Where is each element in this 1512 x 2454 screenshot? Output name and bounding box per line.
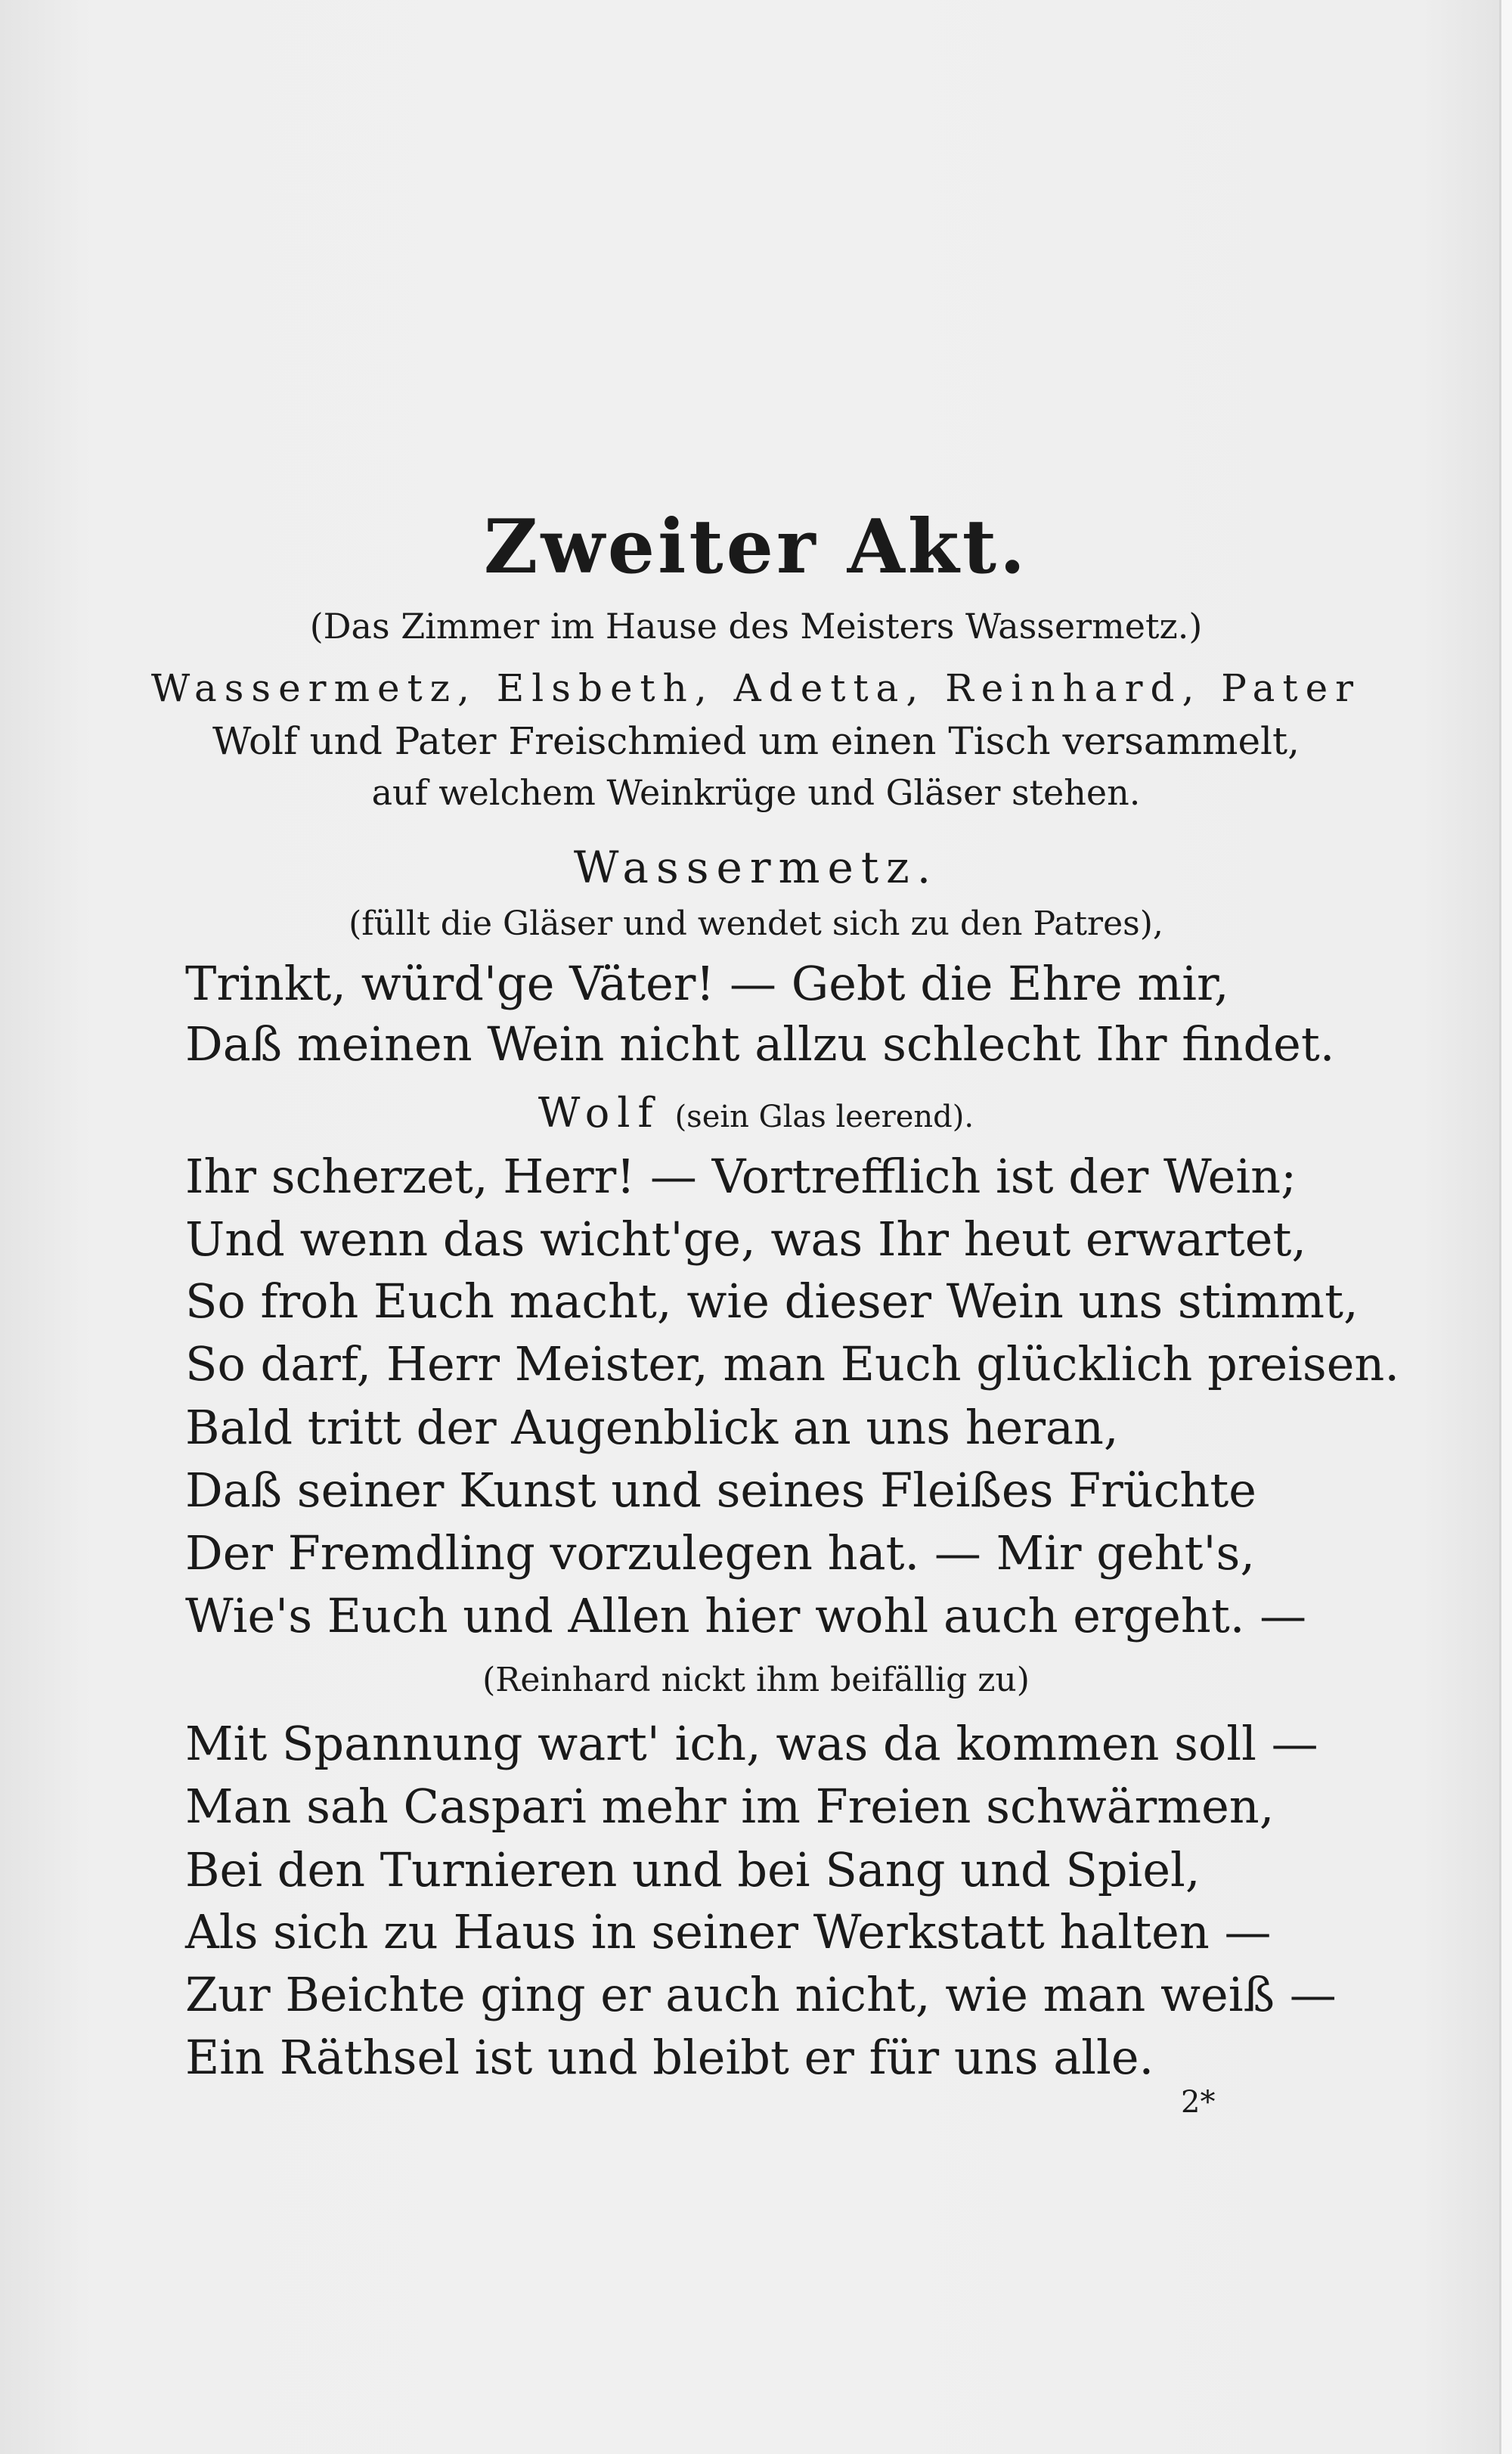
- stage-direction-reinhard: (Reinhard nickt ihm beifällig zu): [482, 1661, 1030, 1699]
- verse-line: Als sich zu Haus in seiner Werkstatt halten —: [185, 1904, 1272, 1959]
- verse-line: Der Fremdling vorzulegen hat. — Mir geht's,: [185, 1525, 1256, 1581]
- verse-line: Bald tritt der Augenblick an uns heran,: [185, 1400, 1119, 1455]
- stage-setting: (Das Zimmer im Hause des Meisters Wassermetz.): [309, 606, 1203, 647]
- cast-line-2: Wolf und Pater Freischmied um einen Tisch versammelt,: [212, 719, 1300, 763]
- act-title: Zweiter Akt.: [483, 504, 1029, 591]
- stage-direction-wolf: (sein Glas leerend).: [674, 1100, 974, 1134]
- cast-line-1: Wassermetz, Elsbeth, Adetta, Reinhard, Pater: [150, 666, 1362, 710]
- verse-line: Mit Spannung wart' ich, was da kommen soll —: [185, 1716, 1318, 1771]
- speaker-name-wassermetz: Wassermetz.: [573, 842, 939, 893]
- verse-line: So darf, Herr Meister, man Euch glücklich preisen.: [185, 1336, 1400, 1391]
- page-edge: [1499, 0, 1512, 2454]
- verse-line: Bei den Turnieren und bei Sang und Spiel,: [185, 1842, 1201, 1897]
- verse-line: Man sah Caspari mehr im Freien schwärmen,: [185, 1779, 1275, 1834]
- verse-line: Daß seiner Kunst und seines Fleißes Früchte: [185, 1463, 1256, 1518]
- verse-line: Ihr scherzet, Herr! — Vortrefflich ist der Wein;: [185, 1149, 1297, 1204]
- speaker-name-wolf: Wolf: [538, 1089, 661, 1137]
- verse-line: Ein Räthsel ist und bleibt er für uns alle.: [185, 2030, 1154, 2085]
- signature-mark: 2*: [1181, 2085, 1216, 2120]
- verse-line: Und wenn das wicht'ge, was Ihr heut erwartet,: [185, 1211, 1307, 1267]
- speaker-heading-wolf: [0, 1089, 1512, 1137]
- verse-line: Trinkt, würd'ge Väter! — Gebt die Ehre mir,: [185, 956, 1229, 1011]
- verse-line: Zur Beichte ging er auch nicht, wie man weiß —: [185, 1967, 1337, 2022]
- verse-line: Wie's Euch und Allen hier wohl auch ergeht. —: [185, 1588, 1307, 1643]
- verse-line: Daß meinen Wein nicht allzu schlecht Ihr findet.: [185, 1016, 1335, 1072]
- verse-line: So froh Euch macht, wie dieser Wein uns stimmt,: [185, 1274, 1359, 1329]
- cast-line-3: auf welchem Weinkrüge und Gläser stehen.: [371, 772, 1141, 813]
- stage-direction-wassermetz: (füllt die Gläser und wendet sich zu den Patres),: [349, 904, 1163, 943]
